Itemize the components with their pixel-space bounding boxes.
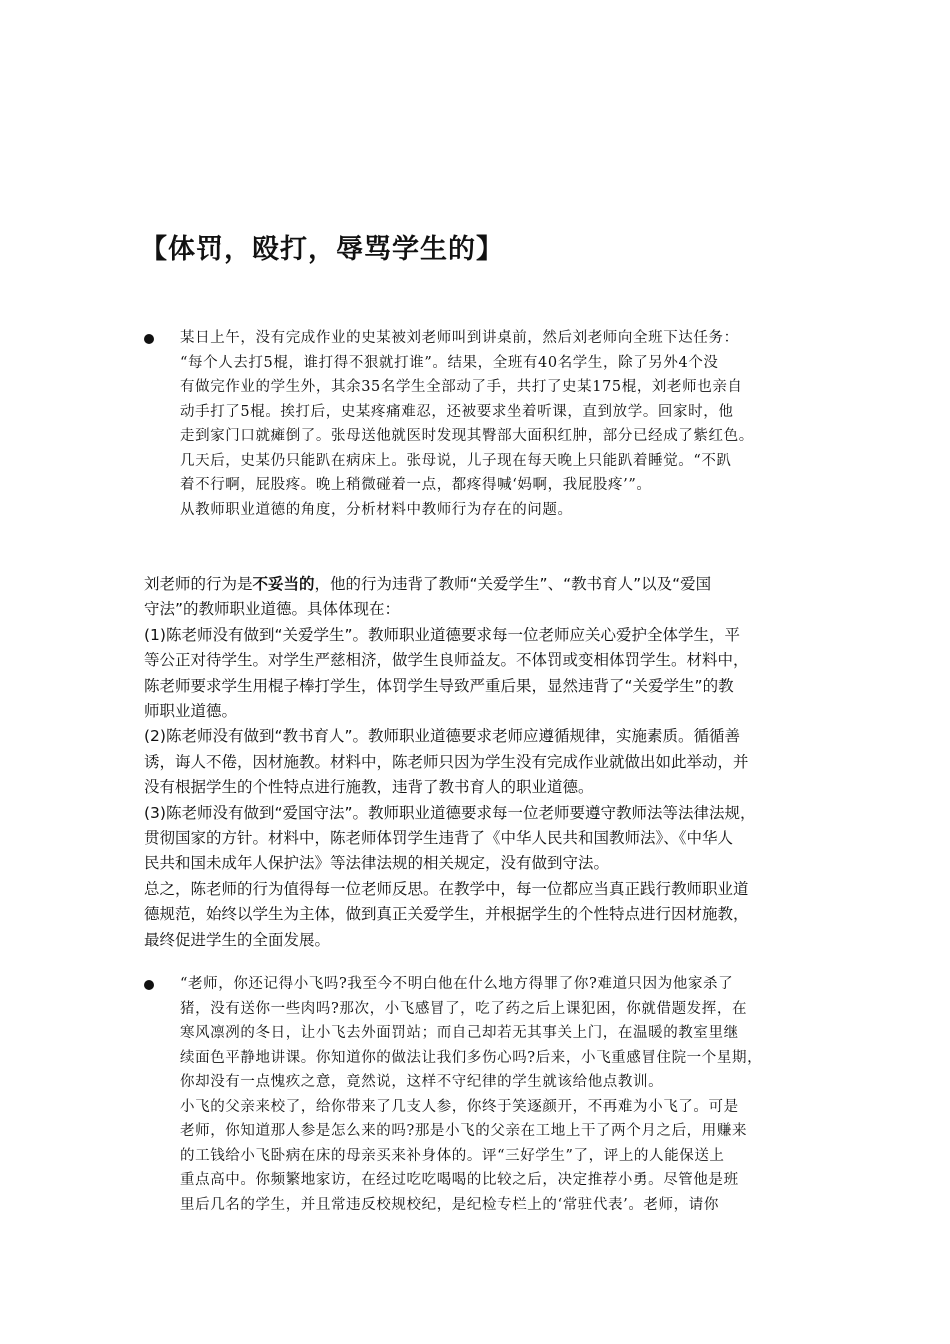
case-2-line: 的工钱给小飞卧病在床的母亲买来补身体的。评“三好学生”了，评上的人能保送上 (180, 1147, 725, 1164)
answer-line: 等公正对待学生。对学生严慈相济，做学生良师益友。不体罚或变相体罚学生。材料中， (144, 651, 749, 670)
answer-line: 守法”的教师职业道德。具体体现在： (144, 600, 401, 619)
case-2-line: “老师，你还记得小飞吗?我至今不明白他在什么地方得罪了你?难道只因为他家杀了 (180, 976, 734, 992)
case-2-line: 猪，没有送你一些肉吗?那次，小飞感冒了，吃了药之后上课犯困，你就借题发挥，在 (180, 1000, 748, 1017)
answer-line: 没有根据学生的个性特点进行施教，违背了教书育人的职业道德。 (144, 778, 594, 797)
case-1-text (180, 326, 830, 522)
case-1-line: 几天后，史某仍只能趴在病床上。张母说，儿子现在每天晚上只能趴着睡觉。“不趴 (180, 452, 732, 469)
case-2-line: 重点高中。你频繁地家访，在经过吃吃喝喝的比较之后，决定推荐小勇。尽管他是班 (180, 1172, 739, 1188)
case-1-line: 某日上午，没有完成作业的史某被刘老师叫到讲桌前，然后刘老师向全班下达任务： (180, 330, 739, 346)
case-1-line: 有做完作业的学生外，其余35名学生全部动了手，共打了史某175棍，刘老师也亲自 (180, 379, 743, 395)
answer-line (144, 572, 834, 597)
case-1-line: 着不行啊，屁股疼。晚上稍微碰着一点，都疼得喊‘妈啊，我屁股疼’”。 (180, 477, 652, 493)
answer-line: 德规范，始终以学生为主体，做到真正关爱学生，并根据学生的个性特点进行因材施教， (144, 905, 749, 924)
answer-line: 陈老师要求学生用棍子棒打学生，体罚学生导致严重后果，显然违背了“关爱学生”的教 (144, 676, 734, 695)
answer-suffix: ，他的行为违背了教师“关爱学生”、“教书育人”以及“爱国 (314, 575, 712, 593)
answer-line: 师职业道德。 (144, 702, 238, 721)
answer-block (144, 572, 834, 953)
case-1-line: 动手打了5棍。挨打后，史某疼痛难忍，还被要求坐着听课，直到放学。回家时，他 (180, 403, 734, 420)
case-2-line: 小飞的父亲来校了，给你带来了几支人参，你终于笑逐颜开，不再难为小飞了。可是 (180, 1098, 739, 1115)
case-1-line: 走到家门口就瘫倒了。张母送他就医时发现其臀部大面积红肿，部分已经成了紫红色。 (180, 428, 754, 444)
bullet-icon (144, 980, 154, 990)
case-1-line: “每个人去打5棍，谁打得不狠就打谁”。结果，全班有40名学生，除了另外4个没 (180, 354, 719, 371)
answer-line: 民共和国未成年人保护法》等法律法规的相关规定，没有做到守法。 (144, 854, 610, 873)
case-2-line: 老师，你知道那人参是怎么来的吗?那是小飞的父亲在工地上干了两个月之后，用赚来 (180, 1123, 748, 1139)
case-2-line: 续面色平静地讲课。你知道你的做法让我们多伤心吗?后来，小飞重感冒住院一个星期， (180, 1049, 763, 1066)
answer-line: (2)陈老师没有做到“教书育人”。教师职业道德要求老师应遵循规律，实施素质。循循善 (144, 727, 741, 746)
answer-line: 贯彻国家的方针。材料中，陈老师体罚学生违背了《中华人民共和国教师法》、《中华人 (144, 829, 734, 848)
answer-line: (1)陈老师没有做到“关爱学生”。教师职业道德要求每一位老师应关心爱护全体学生，平 (144, 625, 741, 644)
case-2-line: 寒风凛冽的冬日，让小飞去外面罚站；而自己却若无其事关上门，在温暖的教室里继 (180, 1025, 739, 1041)
bullet-icon (144, 334, 154, 344)
answer-verdict: 不妥当的 (252, 575, 315, 593)
case-2-line: 你却没有一点愧疚之意，竟然说，这样不守纪律的学生就该给他点教训。 (180, 1074, 664, 1090)
section-title: 【体罚，殴打，辱骂学生的】 (140, 234, 504, 265)
answer-line: (3)陈老师没有做到“爱国守法”。教师职业道德要求每一位老师要遵守教师法等法律法规， (144, 803, 756, 822)
case-1-question: 从教师职业道德的角度，分析材料中教师行为存在的问题。 (180, 501, 573, 518)
answer-prefix: 刘老师的行为是 (144, 575, 253, 593)
answer-line: 最终促进学生的全面发展。 (144, 930, 331, 949)
answer-line: 总之，陈老师的行为值得每一位老师反思。在教学中，每一位都应当真正践行教师职业道 (144, 879, 749, 898)
case-2-text (180, 972, 830, 1217)
case-2-line: 里后几名的学生，并且常违反校规校纪，是纪检专栏上的‘常驻代表’。老师，请你 (180, 1196, 719, 1213)
answer-line: 诱，诲人不倦，因材施教。材料中，陈老师只因为学生没有完成作业就做出如此举动，并 (144, 752, 749, 771)
